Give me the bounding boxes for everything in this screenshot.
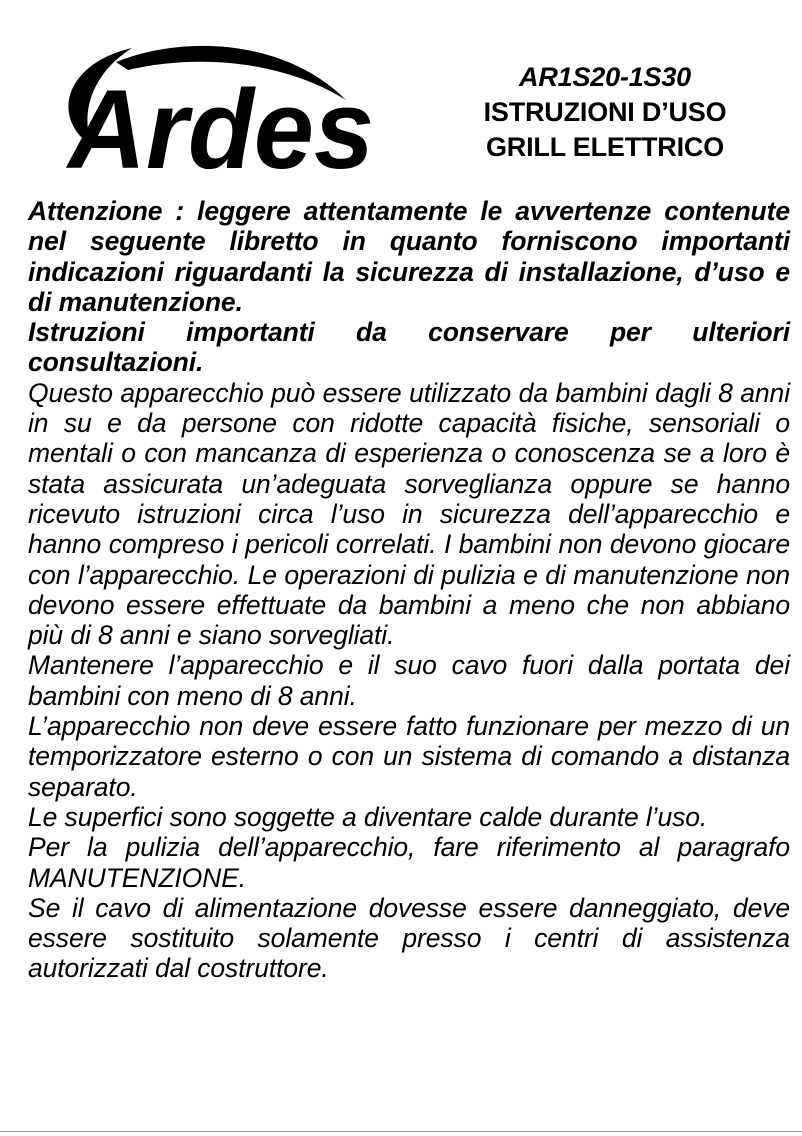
document-header [440, 60, 770, 165]
model-code: AR1S20-1S30 [519, 62, 691, 92]
cleaning-paragraph: Per la pulizia dell’apparecchio, fare riferimento al paragrafo MANUTENZIONE. [28, 832, 790, 893]
ardes-logo-text: Ardes [65, 67, 375, 180]
document-type: ISTRUZIONI D’USO [483, 97, 727, 127]
damaged-cord-paragraph: Se il cavo di alimentazione dovesse essere danneggiato, deve essere sostituito solamente presso i centri di assistenza autorizzati dal costruttore. [28, 892, 790, 984]
children-usage-paragraph: Questo apparecchio può essere utilizzato da bambini dagli 8 anni in su e da persone con ridotte capacità fisiche, sensoriali o mentali o con mancanza di esperienza o conoscenza se a loro è stata assicurata un’adeguata sorveglianza oppure se hanno ricevuto istruzioni circa l’uso in sicurezza dell’apparecchio e hanno compreso i pericoli correlati. I bambini non devono giocare con l’apparecchio. Le operazioni di pulizia e di manutenzione non devono essere effettuate da bambini a meno che non abbiano più di 8 anni e siano sorvegliati. [28, 377, 790, 651]
cord-reach-paragraph: Mantenere l’apparecchio e il suo cavo fuori dalla portata dei bambini con meno di 8 anni. [28, 650, 790, 711]
attention-warning: Attenzione : leggere attentamente le avvertenze contenute nel seguente libretto in quanto forniscono importanti indicazioni riguardanti la sicurezza di installazione, d’uso e di manutenzione. [28, 196, 790, 317]
ardes-logo [46, 40, 386, 180]
bottom-divider [0, 1131, 802, 1132]
keep-instructions-note: Istruzioni importanti da conservare per ulteriori consultazioni. [28, 317, 790, 378]
safety-instructions [28, 196, 790, 984]
product-name: GRILL ELETTRICO [486, 132, 724, 162]
hot-surfaces-paragraph: Le superfici sono soggette a diventare calde durante l’uso. [28, 801, 708, 832]
timer-paragraph: L’apparecchio non deve essere fatto funzionare per mezzo di un temporizzatore esterno o con un sistema di comando a distanza separato. [28, 711, 790, 802]
